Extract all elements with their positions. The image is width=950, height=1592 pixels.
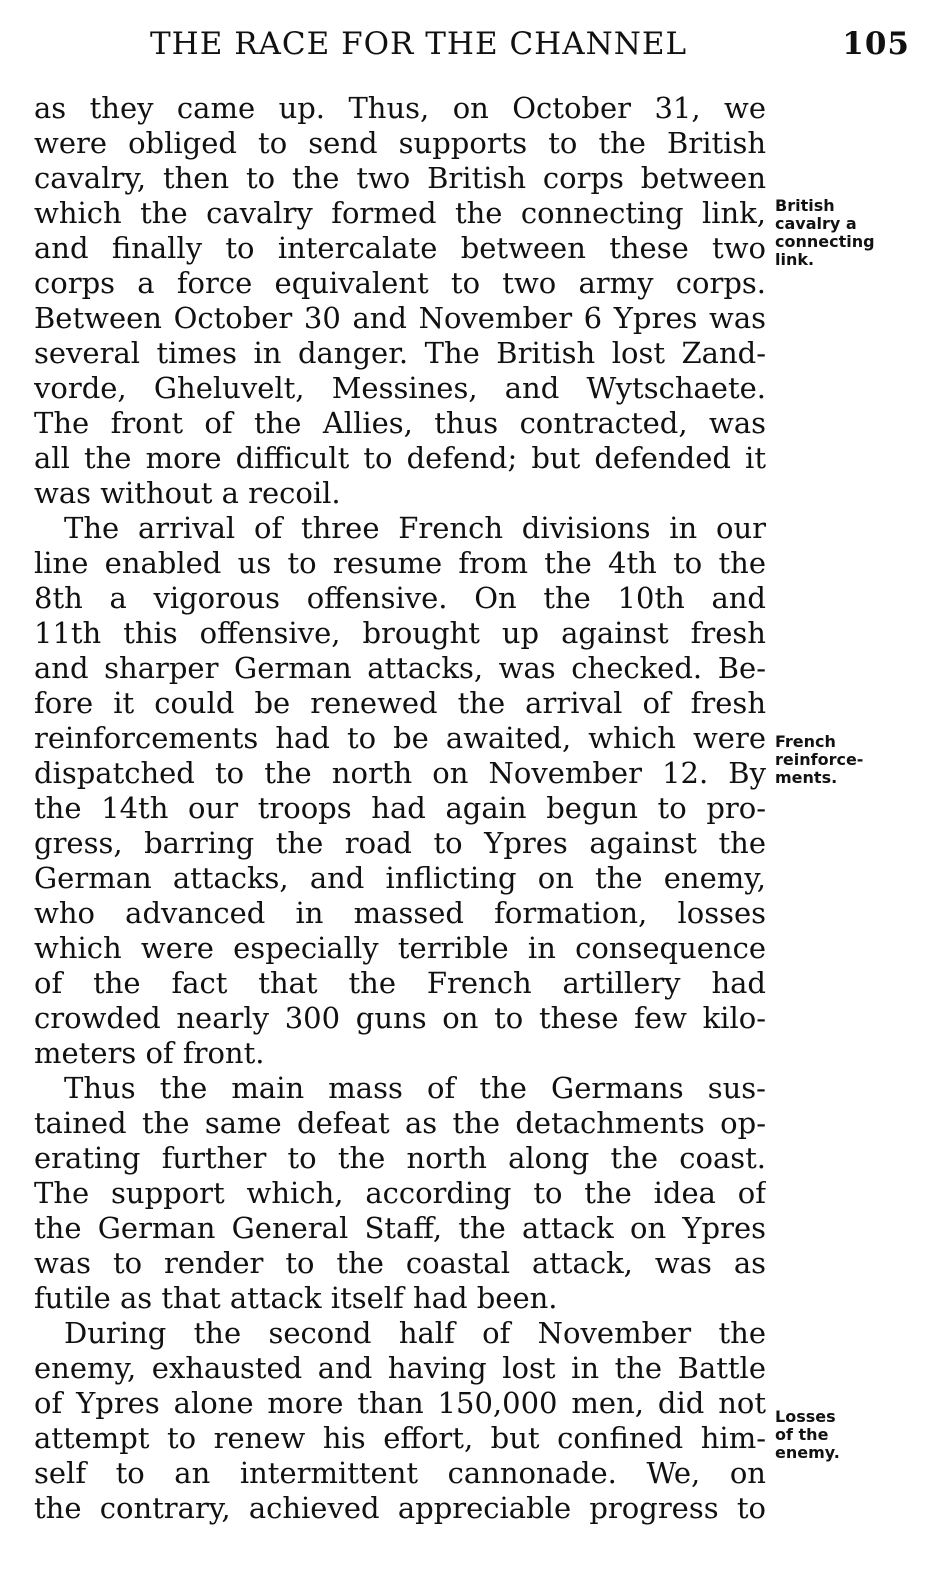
paragraph	[34, 1316, 766, 1526]
text-line: tained the same defeat as the detachments op-	[34, 1106, 766, 1140]
margin-note-french-reinforcements	[775, 733, 940, 787]
text-line: 11th this offensive, brought up against fresh	[34, 616, 766, 650]
text-line: During the second half of November the	[64, 1316, 766, 1350]
text-line: of Ypres alone more than 150,000 men, did not	[34, 1386, 766, 1420]
margin-note-line: cavalry a	[775, 214, 857, 233]
margin-note-line: ments.	[775, 768, 838, 787]
text-line: self to an intermittent cannonade. We, on	[34, 1456, 766, 1490]
text-line: and finally to intercalate between these two	[34, 231, 766, 265]
text-line: attempt to renew his effort, but confined him-	[34, 1421, 766, 1455]
text-line: line enabled us to resume from the 4th to the	[34, 546, 766, 580]
text-line: corps a force equivalent to two army corps.	[34, 266, 766, 300]
text-line: The support which, according to the idea of	[34, 1176, 766, 1210]
text-line: erating further to the north along the coast.	[34, 1141, 766, 1175]
margin-note-line: enemy.	[775, 1443, 840, 1462]
text-line: all the more difficult to defend; but defended it	[34, 441, 766, 475]
text-line: the German General Staff, the attack on Ypres	[34, 1211, 766, 1245]
paragraph	[34, 1071, 766, 1316]
text-line: enemy, exhausted and having lost in the Battle	[34, 1351, 766, 1385]
running-title: THE RACE FOR THE CHANNEL	[150, 26, 688, 62]
margin-note-losses-enemy	[775, 1408, 940, 1462]
text-line: were obliged to send supports to the British	[34, 126, 766, 160]
text-line: vorde, Gheluvelt, Messines, and Wytschaete.	[34, 371, 766, 405]
text-line: the 14th our troops had again begun to pro-	[34, 791, 766, 825]
text-line: as they came up. Thus, on October 31, we	[34, 91, 766, 125]
text-line: The front of the Allies, thus contracted, was	[34, 406, 766, 440]
text-line: of the fact that the French artillery had	[34, 966, 766, 1000]
text-line: Thus the main mass of the Germans sus-	[64, 1071, 766, 1105]
margin-note-line: Losses	[775, 1407, 836, 1426]
page-number: 105	[842, 26, 910, 62]
margin-note-line: British	[775, 196, 835, 215]
text-line: gress, barring the road to Ypres against the	[34, 826, 766, 860]
text-line: cavalry, then to the two British corps between	[34, 161, 766, 195]
text-line: the contrary, achieved appreciable progress to	[34, 1491, 766, 1525]
text-line: was without a recoil.	[34, 476, 341, 510]
text-line: who advanced in massed formation, losses	[34, 896, 766, 930]
text-line: was to render to the coastal attack, was as	[34, 1246, 766, 1280]
body-text	[34, 91, 766, 1526]
paragraph	[34, 511, 766, 1071]
margin-note-line: French	[775, 732, 836, 751]
margin-note-line: connecting	[775, 232, 875, 251]
text-line: fore it could be renewed the arrival of fresh	[34, 686, 766, 720]
margin-note-british-cavalry	[775, 197, 940, 269]
text-line: several times in danger. The British lost Zand-	[34, 336, 766, 370]
paragraph	[34, 91, 766, 511]
text-line: futile as that attack itself had been.	[34, 1281, 558, 1315]
margin-note-line: of the	[775, 1425, 829, 1444]
text-line: which the cavalry formed the connecting link,	[34, 196, 766, 230]
text-line: 8th a vigorous offensive. On the 10th and	[34, 581, 766, 615]
margin-note-line: link.	[775, 250, 815, 269]
text-line: meters of front.	[34, 1036, 265, 1070]
text-line: reinforcements had to be awaited, which were	[34, 721, 766, 755]
text-line: dispatched to the north on November 12. By	[34, 756, 766, 790]
text-line: The arrival of three French divisions in our	[64, 511, 766, 545]
text-line: Between October 30 and November 6 Ypres was	[34, 301, 766, 335]
text-line: and sharper German attacks, was checked. Be-	[34, 651, 766, 685]
margin-note-line: reinforce-	[775, 750, 864, 769]
text-line: which were especially terrible in consequence	[34, 931, 766, 965]
text-line: crowded nearly 300 guns on to these few kilo-	[34, 1001, 766, 1035]
text-line: German attacks, and inflicting on the enemy,	[34, 861, 766, 895]
